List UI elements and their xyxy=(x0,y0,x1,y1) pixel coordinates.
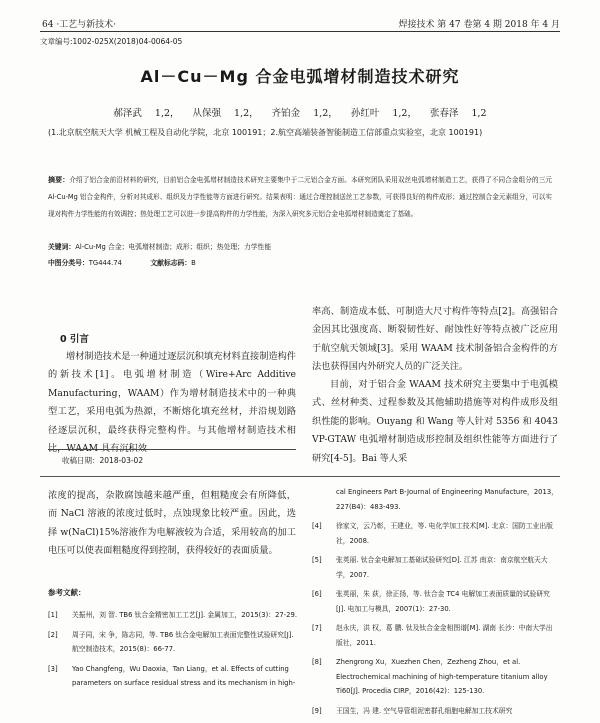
abstract xyxy=(48,172,552,223)
keywords xyxy=(48,241,271,251)
intro-paragraph-right-1: 率高、制造成本低、可制造大尺寸构件等特点[2]。高强铝合金因其比强度高、断裂韧性好、耐蚀性好等特点被广泛应用于航空航天领域[3]。采用 WAAM 技术制备铝合金构件的方法也获得国内外研究人员的广泛关注。 xyxy=(312,306,558,373)
reference-item: [3] Yao Changfeng，Wu Daoxia，Tan Liang，et al. Effects of cutting parameters on surface residual stress and its mechanism in high- xyxy=(48,664,296,687)
section-heading-intro: 0 引言 xyxy=(60,334,89,345)
author-list: 郝泽武 1,2， 从保强 1,2， 齐铂金 1,2， 孙红叶 1,2， 张春泽 1,2 xyxy=(113,108,487,119)
intro-paragraph-left: 增材制造技术是一种通过逐层沉积填充材料直接制造构件的新技术[1]。电弧增材制造（Wire+Arc Additive Manufacturing，WAAM）作为增材制造技术中的一种典型工艺，采用电弧为热源，不断熔化填充丝材，并沿规划路径逐层沉积，最终获得完整构件。与其他增材制造技术相比，WAAM 具有沉积效 xyxy=(48,351,296,455)
classification xyxy=(48,257,196,267)
doc-code-label: 文献标志码： xyxy=(150,259,192,267)
abstract-label: 摘要： xyxy=(48,176,70,184)
header-divider xyxy=(40,31,560,32)
prev-article-conclusion: 浓度的提高，杂散腐蚀越来越严重，但粗糙度会有所降低，而 NaCl 溶液的浓度过低时，点蚀现象比较严重。因此，选择 w(NaCl)15%溶液作为电解液较为合适，采用较高的加工电压可以使表面粗糙度得到控制，获得较好的表面质量。 xyxy=(48,490,296,557)
keywords-text: Al-Cu-Mg 合金；电弧增材制造；成形；组织；热处理；力学性能 xyxy=(75,243,272,251)
article-separator xyxy=(40,476,560,477)
classification-value: TG444.74 xyxy=(88,259,122,267)
received-date: 收稿日期：2018-03-02 xyxy=(62,456,144,465)
article-number: 文章编号:1002-025X(2018)04-0064-05 xyxy=(40,37,183,46)
keywords-label: 关键词： xyxy=(48,243,76,251)
reference-item: [7] 赵永庆，洪 权，葛 鹏. 钛及钛合金金相图谱[M]. 湖南 长沙：中南大学出版社，2011. xyxy=(312,624,553,647)
reference-item: [2] 周子同，宋 争，陈志同，等. TB6 钛合金电解加工表面完整性试验研究[J]. 航空制造技术，2015(8)：66-77. xyxy=(48,630,294,653)
classification-label: 中图分类号： xyxy=(48,259,89,267)
reference-item: [6] 张英丽，朱 荻，徐正扬，等. 钛合金 TC4 电解加工表面质量的试验研究[J]. 电加工与模具，2007(1)：27-30. xyxy=(312,590,550,613)
references-left xyxy=(48,608,300,696)
intro-paragraph-right-2: 目前，对于铝合金 WAAM 技术研究主要集中于电弧模式、丝材种类、过程参数及其他辅助措施等对构件成形及组织性能的影响。Ouyang 和 Wang 等人针对 5356 和 4043 VP-GTAW 电弧增材制造成形控制及组织性能等方面进行了研究[4-5]。Bai 等人采 xyxy=(312,379,558,464)
reference-item: cal Engineers Part B-Journal of Engineering Manufacture，2013，227(B4)：483-493. xyxy=(336,488,558,511)
reference-item: [1] 关振州，刘 智. TB6 钛合金精密加工工艺[J]. 金属加工，2015(3)：27-29. xyxy=(48,611,297,619)
doc-code-value: B xyxy=(191,259,196,267)
page-header-right: 焊接技术 第 47 卷第 4 期 2018 年 4 月 xyxy=(398,20,560,30)
reference-item: [9] 王国生，冯 建. 空气导管组泥密群孔细胞电解加工技术研究 xyxy=(312,706,513,715)
references-heading: 参考文献： xyxy=(48,588,86,597)
footnote-divider xyxy=(48,449,296,450)
paper-title: Al－Cu－Mg 合金电弧增材制造技术研究 xyxy=(140,67,460,86)
reference-item: [5] 张英丽. 钛合金电解加工基础试验研究[D]. 江苏 南京：南京航空航天大学，2007. xyxy=(312,556,548,579)
abstract-text: 介绍了铝合金前沿材料的研究，目前铝合金电弧增材制造技术研究主要集中于二元铝合金方面。本研究团队采用双丝电弧增材制造工艺，获得了不同合金组分的三元 Al-Cu-Mg 铝合金构件，分析对其成形、组织及力学性能等方面进行研究。结果表明：通过合理控制送丝工艺参数，可获得良好的构件成形；通过控制合金元素组分，可以实现对构件力学性能的有效调控；热处理工艺可以进一步提高构件的力学性能，为深入研究多元铝合金电弧增材制造奠定了基础。 xyxy=(48,176,553,218)
page-header-left: 64 ·工艺与新技术· xyxy=(42,20,117,30)
affiliation: (1.北京航空航天大学 机械工程及自动化学院，北京 100191；2.航空高端装备智能制造工信部重点实验室，北京 100191) xyxy=(48,128,483,137)
references-right xyxy=(312,485,558,723)
reference-item: [4] 徐家文，云乃彰，王建业，等. 电化学加工技术[M]. 北京：国防工业出版社，2008. xyxy=(312,522,553,545)
reference-item: [8] Zhengrong Xu，Xuezhen Chen，Zezheng Zhou，et al. Electrochemical machining of high-temperature titanium alloy Ti60[J]. Procedia CIRP，2016(42)：125-130. xyxy=(312,658,548,695)
